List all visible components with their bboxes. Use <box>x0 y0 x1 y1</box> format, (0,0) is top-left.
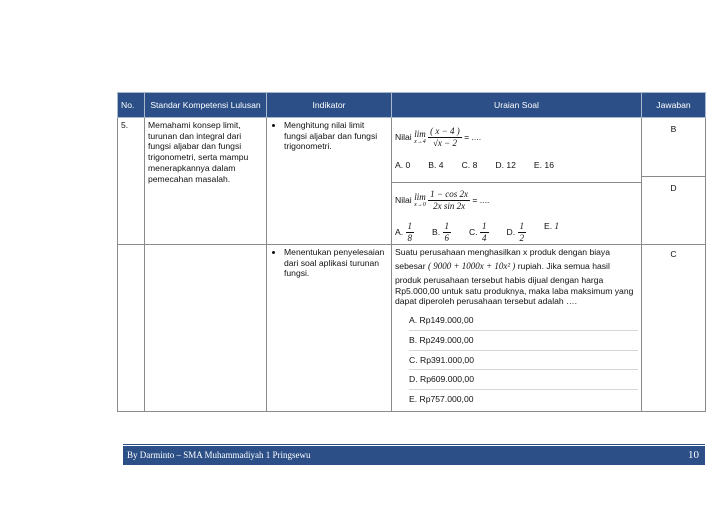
standar-kompetensi-empty <box>145 245 267 412</box>
q3-choice-d: D. Rp609.000,00 <box>409 370 638 390</box>
q2-option-a <box>395 221 414 245</box>
q2-lim-word: lim <box>414 192 426 203</box>
header-no: No. <box>118 93 145 118</box>
q1-option-a: A. 0 <box>395 159 411 170</box>
q2-numerator: 1 − cos 2x <box>428 189 470 201</box>
q3-choice-c: C. Rp391.000,00 <box>409 351 638 371</box>
q2-b-label: B. <box>432 226 441 237</box>
q3-choice-b: B. Rp249.000,00 <box>409 331 638 351</box>
q1-denominator: √x − 2 <box>432 138 457 149</box>
q1-options <box>395 160 638 171</box>
q2-b-den: 6 <box>444 232 450 243</box>
q2-prefix: Nilai <box>395 195 412 206</box>
indikator-list <box>270 120 388 152</box>
q1-suffix: = .... <box>464 132 482 143</box>
q1-prefix: Nilai <box>395 132 412 143</box>
q2-b-fraction <box>443 221 452 245</box>
header-row <box>118 93 706 118</box>
q1-fraction <box>428 126 462 150</box>
footer-rule <box>123 444 705 445</box>
header-jawaban: Jawaban <box>642 93 706 118</box>
answer-1: B <box>670 124 677 134</box>
q2-b-num: 1 <box>443 221 452 233</box>
q3-choice-a: A. Rp149.000,00 <box>409 311 638 331</box>
q2-option-b <box>432 221 451 245</box>
q3-line1: Suatu perusahaan menghasilkan x produk dengan biaya <box>395 247 610 257</box>
q3-line2-suffix: rupiah. Jika semua hasil <box>517 260 610 271</box>
row-number: 5. <box>118 118 145 245</box>
q2-suffix: = .... <box>472 195 490 206</box>
q2-c-fraction <box>480 221 489 245</box>
q2-lim-sub: x→0 <box>414 202 426 209</box>
q2-d-den: 2 <box>519 232 524 243</box>
table-row <box>118 245 706 412</box>
q1-option-c: C. 8 <box>461 159 478 170</box>
q3-expression: ( 9000 + 1000x + 10x² ) <box>427 260 516 271</box>
q2-a-den: 8 <box>407 232 413 243</box>
q1-option-d: D. 12 <box>495 159 516 170</box>
indikator-list <box>270 247 388 279</box>
q2-fraction <box>428 189 470 213</box>
q2-d-num: 1 <box>518 221 527 233</box>
indikator-cell <box>267 245 392 412</box>
q3-line2 <box>395 261 638 272</box>
q2-option-d <box>507 221 526 245</box>
q2-option-c <box>469 221 488 245</box>
answer-cell <box>642 118 706 245</box>
q2-a-num: 1 <box>406 221 415 233</box>
q2-c-den: 4 <box>482 232 487 243</box>
q2-e-value: 1 <box>554 220 560 231</box>
q2-d-label: D. <box>506 226 516 237</box>
q2-limit <box>414 193 426 208</box>
q2-option-e <box>544 221 559 245</box>
indikator-item: • Menghitung nilai limit fungsi aljabar dan fungsi trigonometri. <box>284 120 388 152</box>
q2-a-fraction <box>406 221 415 245</box>
header-uraian-soal: Uraian Soal <box>392 93 642 118</box>
q3-choice-e: E. Rp757.000,00 <box>409 394 474 405</box>
indikator-item: • Menentukan penyelesaian dari soal aplikasi turunan fungsi. <box>284 247 388 279</box>
q2-d-fraction <box>518 221 527 245</box>
indikator-cell <box>267 118 392 245</box>
q3-choices <box>409 311 638 409</box>
table-row <box>118 118 706 245</box>
q1-option-b: B. 4 <box>428 159 444 170</box>
header-indikator: Indikator <box>267 93 392 118</box>
page-number: 10 <box>688 449 699 461</box>
answer-3: C <box>642 245 706 412</box>
footer-credit: By Darminto – SMA Muhammadiyah 1 Pringsewu <box>127 450 311 460</box>
q2-c-num: 1 <box>480 221 489 233</box>
row-number-empty <box>118 245 145 412</box>
q3-line2-prefix: sebesar <box>395 260 426 271</box>
standar-kompetensi-text: Memahami konsep limit, turunan dan integral dari fungsi aljabar dan fungsi trigonometri, serta mampu menerapkannya dalam pemecahan masalah. <box>145 118 267 245</box>
q3-line3: produk perusahaan tersebut habis dijual dengan harga Rp5.000,00 untuk satu produknya, maka laba maksimum yang dapat diperoleh perusahaan tersebut adalah …. <box>395 274 634 307</box>
exam-table <box>117 92 706 412</box>
question-cell <box>392 118 642 245</box>
q2-c-label: C. <box>469 226 478 237</box>
answer-2: D <box>670 183 677 193</box>
header-standar-kompetensi: Standar Kompetensi Lulusan <box>145 93 267 118</box>
question-3 <box>392 245 642 412</box>
q1-limit <box>414 130 426 145</box>
q1-option-e: E. 16 <box>533 159 554 170</box>
question-1 <box>395 118 638 182</box>
q2-options <box>395 221 638 245</box>
q2-e-label: E. <box>544 220 553 231</box>
question-2 <box>395 183 638 244</box>
q1-lim-sub: x→4 <box>414 139 426 146</box>
q2-denominator: 2x sin 2x <box>433 201 466 212</box>
q1-lim-word: lim <box>414 129 426 140</box>
q1-numerator: ( x − 4 ) <box>428 126 462 138</box>
q2-a-label: A. <box>395 226 404 237</box>
page-footer <box>123 446 705 465</box>
